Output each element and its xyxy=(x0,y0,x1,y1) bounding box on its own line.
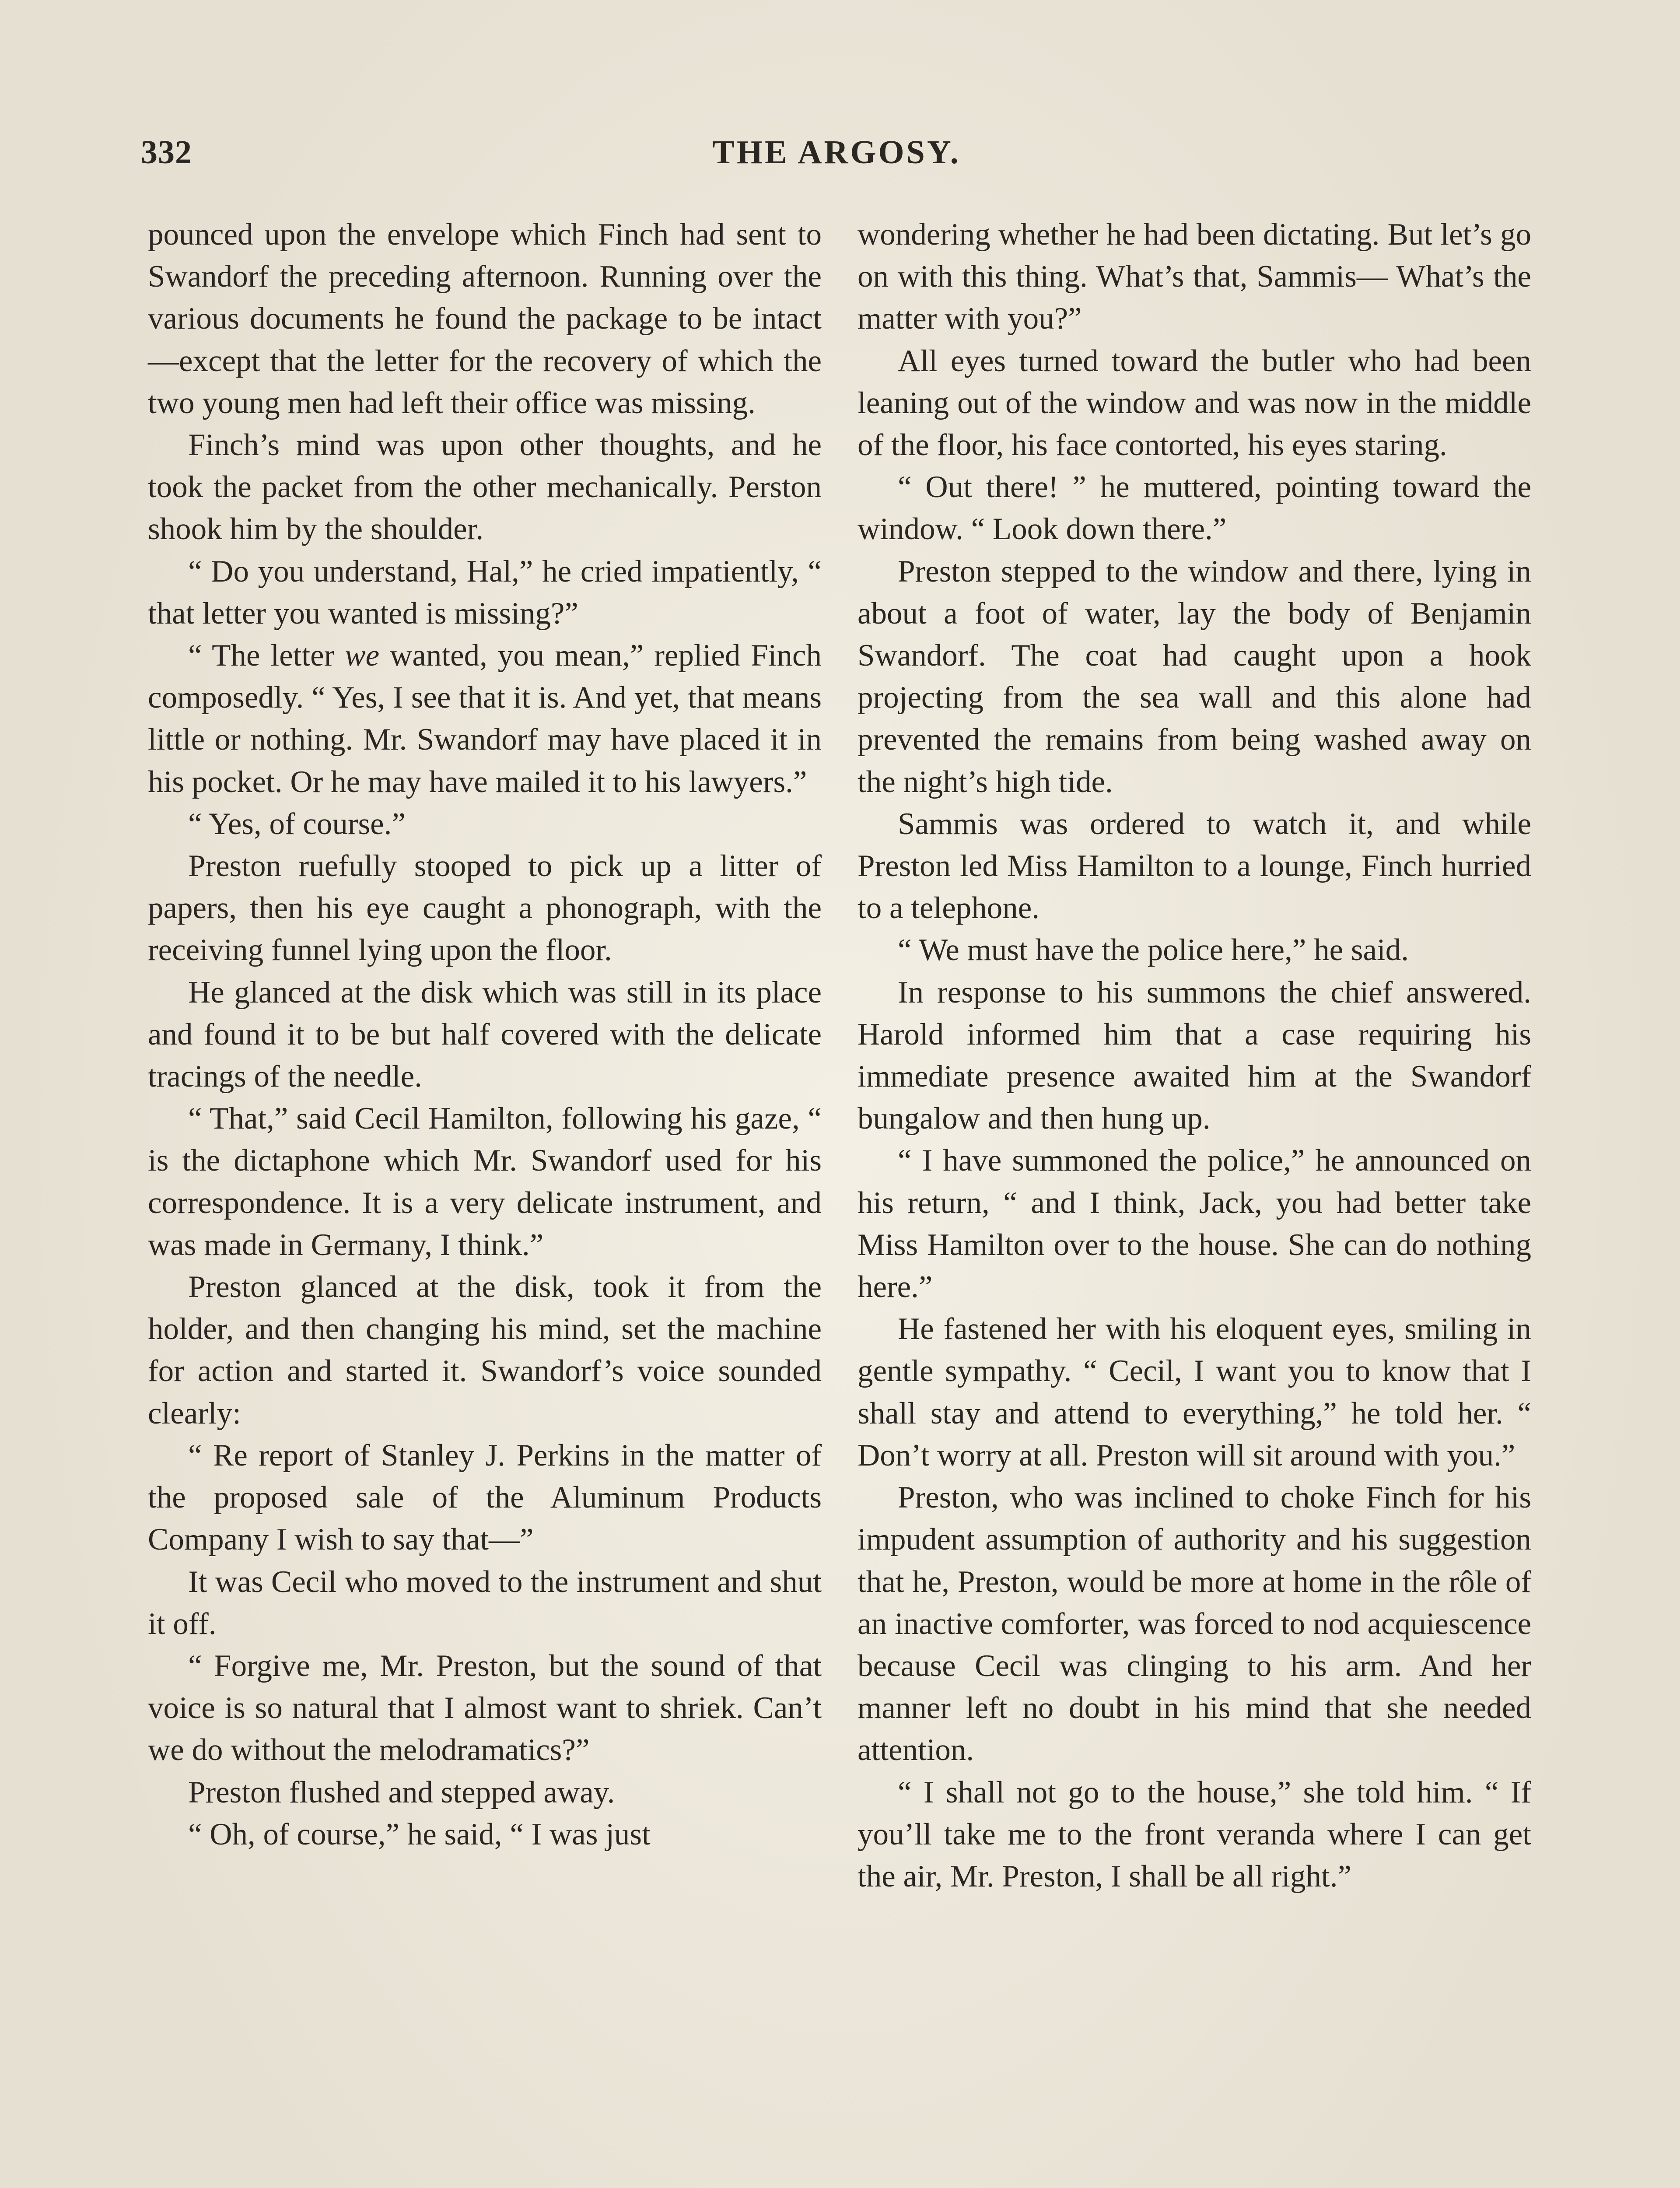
emphasis: we xyxy=(345,638,380,673)
paragraph-text: “ The letter xyxy=(188,638,345,673)
paragraph: “ Oh, of course,” he said, “ I was just xyxy=(188,1817,651,1851)
paragraph: pounced upon the envelope which Finch had sent to Swandorf the preceding afternoon. Running over the various documents he found the package to be intact —except that the letter for the recovery of which the two young men had left their office was missing. xyxy=(148,217,822,420)
paragraph-text: wanted, you mean,” replied Finch composedly. “ Yes, I see that it is. And yet, that means little or nothing. Mr. Swandorf may have placed it in his pocket. Or he may have mailed it to his lawyers.” xyxy=(148,638,822,799)
paragraph: Preston flushed and stepped away. xyxy=(188,1775,615,1809)
page-number: 332 xyxy=(141,134,192,171)
paragraph: He fastened her with his eloquent eyes, smiling in gentle sympathy. “ Cecil, I want you to know that I shall stay and attend to everything,” he told her. “ Don’t worry at all. Preston will sit around with you.” xyxy=(858,1312,1531,1473)
paragraph: All eyes turned toward the butler who had been leaning out of the window and was now in the middle of the floor, his face contorted, his eyes staring. xyxy=(858,344,1531,463)
paragraph: “ Yes, of course.” xyxy=(188,806,406,841)
paragraph: He glanced at the disk which was still in its place and found it to be but half covered with the delicate tracings of the needle. xyxy=(148,975,822,1094)
paragraph: “ That,” said Cecil Hamilton, following his gaze, “ is the dictaphone which Mr. Swandorf used for his correspondence. It is a very delicate instrument, and was made in Germany, I think.” xyxy=(148,1101,822,1262)
left-column xyxy=(148,214,822,1855)
paragraph: wondering whether he had been dictating. But let’s go on with this thing. What’s that, Sammis— What’s the matter with you?” xyxy=(858,217,1531,336)
paragraph: Sammis was ordered to watch it, and while Preston led Miss Hamilton to a lounge, Finch hurried to a telephone. xyxy=(858,806,1531,926)
paragraph: “ We must have the police here,” he said. xyxy=(898,933,1409,968)
paragraph: Preston, who was inclined to choke Finch for his impudent assumption of authority and his suggestion that he, Preston, would be more at home in the rôle of an inactive comforter, was forced to nod acquiescence because Cecil was clinging to his arm. And her manner left no doubt in his mind that she needed attention. xyxy=(858,1480,1531,1767)
paragraph: “ Re report of Stanley J. Perkins in the matter of the proposed sale of the Aluminum Products Company I wish to say that—” xyxy=(148,1438,822,1557)
paragraph: “ I have summoned the police,” he announced on his return, “ and I think, Jack, you had better take Miss Hamilton over to the house. She can do nothing here.” xyxy=(858,1143,1531,1304)
paragraph: Finch’s mind was upon other thoughts, and he took the packet from the other mechanically. Perston shook him by the shoulder. xyxy=(148,428,822,547)
paragraph: “ I shall not go to the house,” she told him. “ If you’ll take me to the front veranda where I can get the air, Mr. Preston, I shall be all right.” xyxy=(858,1775,1531,1893)
paragraph: It was Cecil who moved to the instrument and shut it off. xyxy=(148,1564,822,1641)
page-header xyxy=(141,133,1532,182)
right-column xyxy=(858,214,1531,1897)
paragraph: In response to his summons the chief answered. Harold informed him that a case requiring his immediate presence awaited him at the Swandorf bungalow and then hung up. xyxy=(858,975,1531,1136)
running-title: THE ARGOSY. xyxy=(712,134,961,171)
paragraph: “ Forgive me, Mr. Preston, but the sound of that voice is so natural that I almost want to shriek. Can’t we do without the melodramatics?” xyxy=(148,1648,822,1767)
paragraph: Preston glanced at the disk, took it from the holder, and then changing his mind, set the machine for action and started it. Swandorf’s voice sounded clearly: xyxy=(148,1270,822,1431)
paragraph: “ Do you understand, Hal,” he cried impatiently, “ that letter you wanted is missing?” xyxy=(148,554,822,631)
paragraph: Preston ruefully stooped to pick up a litter of papers, then his eye caught a phonograph, with the receiving funnel lying upon the floor. xyxy=(148,849,822,968)
paragraph xyxy=(148,635,822,803)
paragraph: “ Out there! ” he muttered, pointing toward the window. “ Look down there.” xyxy=(858,470,1531,547)
paragraph: Preston stepped to the window and there, lying in about a foot of water, lay the body of Benjamin Swandorf. The coat had caught upon a hook projecting from the sea wall and this alone had prevented the remains from being washed away on the night’s high tide. xyxy=(858,554,1531,799)
